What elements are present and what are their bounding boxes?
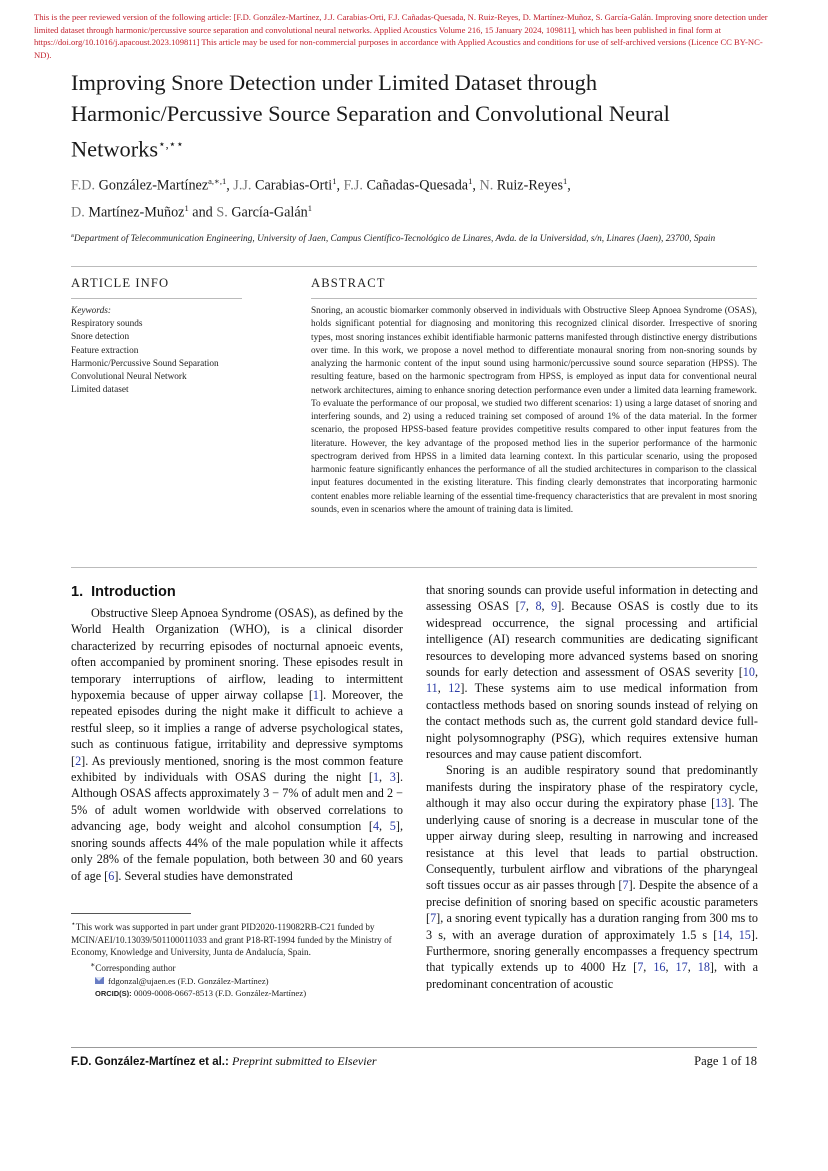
funding-footnote	[71, 918, 403, 959]
keyword: Limited dataset	[71, 385, 129, 396]
footnote-divider	[71, 913, 191, 914]
author-marks: 1	[468, 176, 473, 186]
author-separator: ,	[472, 177, 480, 194]
citation-link[interactable]: 15	[738, 927, 751, 942]
author-initials: N.	[479, 177, 497, 194]
intro-paragraph-2: Snoring is an audible respiratory sound that predominantly manifests during the inspiratory phase of the respiratory cycle, although it may also occur during the expiratory phase [13]. The underlying cause of snoring is a decrease in muscular tone of the upper airway during sleep, resulting in narrowing and increased resistance at this level that leads to partial obstruction. Consequently, turbulent airflow and vibrations of the pharyngeal soft tissues occur as air passes through [7]. Despite the absence of a precise definition of snoring based on specific acoustic parameters [7], a snoring event typically has a duration ranging from 300 ms to 3 s, with an average duration of approximately 1.5 s [14, 15]. Furthermore, snoring generally encompasses a frequency spectrum that typically extends up to 4000 Hz [7, 16, 17, 18], with a predominant concentration of acoustic	[426, 763, 759, 991]
author-surname: Martínez-Muñoz	[88, 204, 185, 221]
funding-footnote-mark: ⋆	[71, 919, 76, 928]
mail-icon	[95, 977, 104, 984]
author-initials: F.J.	[343, 177, 367, 194]
author-email[interactable]: fdgonzal@ujaen.es	[108, 975, 176, 986]
email-line	[71, 975, 403, 988]
introduction-heading	[71, 583, 403, 601]
citation-link[interactable]: 6	[108, 868, 115, 883]
author-surname: González-Martínez	[98, 177, 209, 194]
author-initials: D.	[71, 204, 89, 221]
header-divider	[71, 266, 757, 267]
citation-link[interactable]: 7	[430, 911, 437, 926]
abstract-bottom-divider	[71, 567, 757, 568]
citation-link[interactable]: 16	[653, 960, 666, 975]
citation-link[interactable]: 10	[742, 665, 755, 680]
citation-link[interactable]: 7	[519, 599, 526, 614]
author-marks: 1	[563, 176, 568, 186]
abstract-heading: ABSTRACT	[311, 276, 386, 290]
footnotes	[71, 918, 403, 1001]
orcid-author-name: (F.D. González-Martínez)	[215, 988, 307, 999]
affiliation-text: Department of Telecommunication Engineering, University of Jaen, Campus Científico-Tecnológico de Linares, Avda. de la Universidad, s/n, Linares (Jaen), 23700, Spain	[73, 234, 716, 245]
citation-link[interactable]: 3	[389, 770, 396, 785]
footer-authors: F.D. González-Martínez et al.:	[71, 1056, 229, 1068]
intro-paragraph-1: Obstructive Sleep Apnoea Syndrome (OSAS), as defined by the World Health Organization (WHO), is a clinical disorder characterized by recurring episodes of nocturnal apnoeic events, often accompanied by prominent snoring. These episodes result in temporary interruptions of airflow, leading to intermittent hypoxemia because of upper airway collapse [1]. Moreover, the repeated episodes during the night make it difficult to achieve a restful sleep, so it implies a range of adverse psychological states, such as continuous fatigue, irritability and depressive symptoms [2]. As previously mentioned, snoring is the most common feature exhibited by individuals with OSAS during the night [1, 3]. Although OSAS affects approximately 3 − 7% of adult men and 2 − 5% of adult women worldwide with observed correlations to advancing age, body weight and alcohol consumption [4, 5], snoring sounds affects 44% of the male population while it affects only 28% of the female population, both between 30 and 60 years of age [6]. Several studies have demonstrated	[71, 606, 404, 883]
keyword: Respiratory sounds	[71, 319, 143, 330]
corresponding-mark: ∗	[90, 959, 96, 969]
author-marks: a,∗,1	[208, 176, 227, 186]
abstract-divider	[311, 298, 757, 299]
citation-link[interactable]: 4	[372, 819, 380, 834]
author-surname: Ruiz-Reyes	[496, 177, 563, 194]
author-surname: Carabias-Orti	[254, 177, 333, 194]
citation-link[interactable]: 13	[715, 796, 728, 811]
author-initials: J.J.	[233, 177, 255, 194]
intro-paragraph-1-continued: that snoring sounds can provide useful information in detecting and assessing OSAS [7, 8, 9]. Because OSAS is costly due to its widespread occurrence, the signal processing and artificial intelligence (AI) research communities are dedicating significant resources to developing more advanced systems based on snoring sounds for early detection and assessment of OSAS severity [10, 11, 12]. These systems aim to use medical information from contactless methods based on snoring sounds instead of relying on the contact methods such as, the current gold standard device full-night polysomnography (PSG), which requires extensive human resources and may cause patient discomfort.	[426, 583, 759, 762]
author-initials: S.	[216, 204, 232, 221]
footer-venue: Preprint submitted to Elsevier	[232, 1054, 377, 1068]
orcid-line	[71, 987, 403, 1001]
citation-link[interactable]: 5	[389, 819, 396, 834]
citation-link[interactable]: 1	[372, 770, 380, 785]
left-column	[71, 583, 403, 884]
author-separator: ,	[226, 177, 234, 194]
keyword: Convolutional Neural Network	[71, 372, 187, 383]
footer-divider	[71, 1047, 757, 1048]
orcid-label: ORCID(S):	[95, 989, 132, 999]
citation-link[interactable]: 7	[637, 960, 644, 975]
author-marks: 1	[307, 202, 312, 213]
keyword: Harmonic/Percussive Sound Separation	[71, 358, 219, 369]
orcid-id[interactable]: 0009-0008-0667-8513	[133, 988, 214, 999]
footer-left	[71, 1056, 377, 1068]
author-separator: and	[188, 204, 217, 221]
article-info-heading: ARTICLE INFO	[71, 276, 170, 290]
keywords-list	[71, 318, 243, 397]
paper-title-text: Improving Snore Detection under Limited Dataset through Harmonic/Percussive Source Separation and Convolutional Neural Networks	[71, 70, 670, 162]
right-column	[426, 582, 758, 992]
page-footer	[71, 1054, 757, 1069]
citation-link[interactable]: 14	[717, 927, 730, 942]
affiliation	[71, 229, 761, 246]
page-number: Page 1 of 18	[694, 1054, 757, 1068]
author-initials: F.D.	[71, 177, 99, 194]
citation-link[interactable]: 11	[426, 681, 438, 696]
affiliation-mark: a	[71, 232, 74, 239]
keywords-block	[71, 305, 243, 397]
citation-link[interactable]: 8	[535, 599, 542, 614]
keyword: Feature extraction	[71, 345, 139, 356]
author-list	[71, 170, 761, 223]
peer-review-notice: This is the peer reviewed version of the following article: [F.D. González-Martínez, J.J. Carabias-Orti, F.J. Cañadas-Quesada, N. Ruiz-Reyes, D. Martínez-Muñoz, S. García-Galán. Improving snore detection under limited dataset through harmonic/percussive source separation and convolutional neural networks. Applied Acoustics Volume 216, 15 January 2024, 109811], which has been published in final form at https://doi.org/10.1016/j.apacoust.2023.109811] This article may be used for non-commercial purposes in accordance with Applied Acoustics and conditions for use of self-archived versions (Licence CC BY-NC-ND).	[34, 12, 768, 60]
author-surname: Cañadas-Quesada	[366, 177, 469, 194]
author-separator: ,	[567, 177, 571, 194]
paper-title	[71, 68, 771, 165]
article-info-divider	[71, 298, 242, 299]
email-author-name: (F.D. González-Martínez)	[177, 975, 269, 986]
author-marks: 1	[184, 202, 189, 213]
citation-link[interactable]: 2	[75, 753, 82, 768]
keywords-label: Keywords:	[71, 306, 111, 316]
title-footnote-marks: ⋆,⋆⋆	[158, 137, 184, 151]
citation-link[interactable]: 17	[675, 960, 688, 975]
citation-link[interactable]: 12	[448, 681, 461, 696]
funding-footnote-text: This work was supported in part under grant PID2020-119082RB-C21 funded by MCIN/AEI/10.13039/501100011033 and grant P18-RT-1994 funded by the Ministry of Economy, Knowledge and University, Junta de Andalucía, Spain.	[71, 922, 392, 958]
citation-link[interactable]: 7	[622, 878, 629, 893]
keyword: Snore detection	[71, 332, 130, 343]
section-number: 1.	[71, 584, 84, 600]
author-surname: García-Galán	[231, 204, 308, 221]
author-separator: ,	[336, 177, 344, 194]
corresponding-footnote	[71, 959, 403, 975]
citation-link[interactable]: 1	[312, 688, 320, 703]
corresponding-text: Corresponding author	[95, 962, 176, 973]
section-title: Introduction	[91, 584, 176, 600]
citation-link[interactable]: 9	[551, 599, 558, 614]
citation-link[interactable]: 18	[697, 960, 710, 975]
author-marks: 1	[332, 176, 337, 186]
abstract-text: Snoring, an acoustic biomarker commonly observed in individuals with Obstructive Sleep Apnoea Syndrome (OSAS), holds significant potential for diagnosing and monitoring this recognized clinical disorder. Irrespective of snoring types, most snoring instances exhibit identifiable harmonic patterns manifested through distinctive energy distributions over time. In this work, we propose a novel method to differentiate monaural snoring from non-snoring sounds by analyzing the harmonic content of the input sound using harmonic/percussive sound source separation (HPSS). The resulting feature, based on the harmonic spectrogram from HPSS, is employed as input data for conventional neural network architectures, aiming to enhance snoring detection performance even under a limited data learning framework. To evaluate the performance of our proposal, we studied two different scenarios: 1) using a large dataset of snoring and interfering sounds, and 2) using a reduced training set composed of around 1% of the data material. In the former scenario, the proposed HPSS-based feature provides competitive results compared to other input features from the literature. However, the key advantage of the proposed method lies in the superior performance of the harmonic spectrogram derived from HPSS in a limited data learning context. In this particular scenario, using the proposed harmonic feature significantly enhances the performance of all the studied architectures in comparison to the classical input features documented in the existing literature. This finding clearly demonstrates that incorporating harmonic content enables more reliable learning of the essential time-frequency characteristics that are prevalent in most snoring sounds, even in scenarios where the amount of training data is limited.	[311, 306, 757, 515]
